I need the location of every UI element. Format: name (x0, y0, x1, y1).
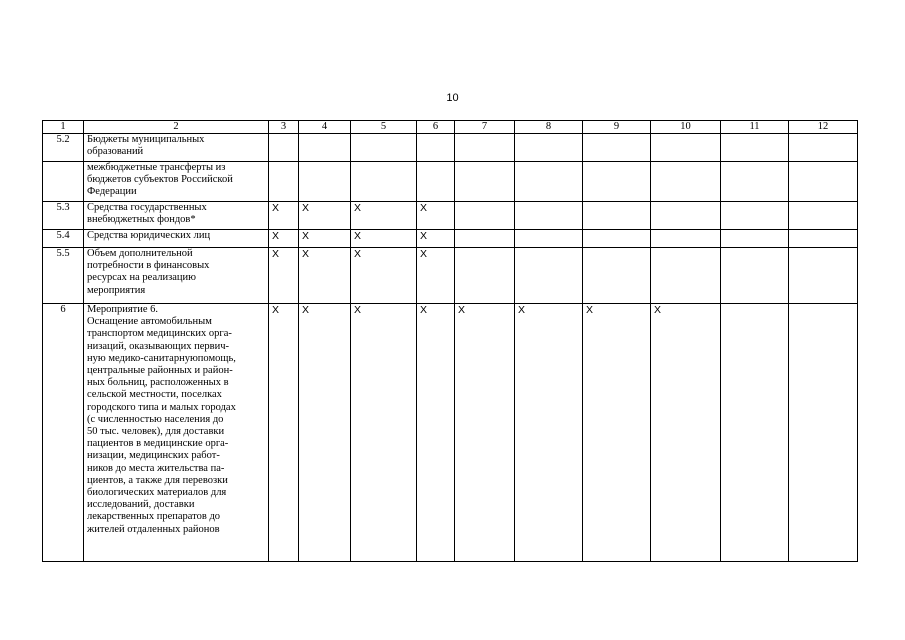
table-cell: X (299, 230, 351, 248)
table-cell (455, 134, 515, 162)
table-cell (721, 230, 789, 248)
table-cell: X (583, 304, 651, 562)
row-name: Средства юридических лиц (84, 230, 269, 248)
column-header: 7 (455, 121, 515, 134)
row-name: Объем дополнительной потребности в финансовых ресурсах на реализацию мероприятия (84, 248, 269, 304)
table-cell (455, 248, 515, 304)
table-row (43, 304, 858, 562)
table-cell (515, 162, 583, 202)
row-name: Средства государственных внебюджетных фондов* (84, 202, 269, 230)
row-number: 5.4 (43, 230, 84, 248)
table-row (43, 202, 858, 230)
table-cell (583, 230, 651, 248)
table-cell (721, 304, 789, 562)
table-cell (269, 134, 299, 162)
table-cell (351, 162, 417, 202)
table-cell (721, 134, 789, 162)
table-cell (789, 162, 858, 202)
row-number (43, 162, 84, 202)
table-cell (299, 134, 351, 162)
table-cell (651, 202, 721, 230)
budget-table (42, 120, 858, 562)
table-cell (515, 134, 583, 162)
table-cell: X (351, 230, 417, 248)
table-cell (789, 304, 858, 562)
column-header: 8 (515, 121, 583, 134)
column-header: 4 (299, 121, 351, 134)
table-cell (351, 134, 417, 162)
table-cell: X (455, 304, 515, 562)
table-cell (515, 202, 583, 230)
table-cell (299, 162, 351, 202)
table-cell: X (299, 202, 351, 230)
table-cell: X (269, 304, 299, 562)
table-cell (583, 134, 651, 162)
table-cell (789, 202, 858, 230)
table-cell: X (417, 248, 455, 304)
column-header: 11 (721, 121, 789, 134)
table-cell: X (651, 304, 721, 562)
table-cell: X (417, 202, 455, 230)
table-cell: X (417, 230, 455, 248)
table-row (43, 230, 858, 248)
table-cell: X (351, 304, 417, 562)
table-cell (417, 134, 455, 162)
header-row (43, 121, 858, 134)
column-header: 2 (84, 121, 269, 134)
column-header: 3 (269, 121, 299, 134)
table-cell (455, 202, 515, 230)
column-header: 1 (43, 121, 84, 134)
table-cell (651, 230, 721, 248)
table-cell (789, 248, 858, 304)
table-cell (515, 248, 583, 304)
row-number: 5.2 (43, 134, 84, 162)
table-cell (269, 162, 299, 202)
table-cell: X (351, 248, 417, 304)
table-cell (721, 162, 789, 202)
row-name: Бюджеты муниципальных образований (84, 134, 269, 162)
table-cell (789, 134, 858, 162)
table-row (43, 162, 858, 202)
table-row (43, 134, 858, 162)
table-cell (651, 162, 721, 202)
table-cell (721, 248, 789, 304)
table-cell (789, 230, 858, 248)
row-name: Мероприятие 6. Оснащение автомобильным транспортом медицинских орга- низаций, оказывающих первич- ную медико-санитарнуюпомощь, центральные районных и район- ных больниц, расположенных в сельской местности, поселках городского типа и малых городах (с численностью населения до 50 тыс. человек), для доставки пациентов в медицинские орга- низации, медицинских работ- ников до места жительства па- циентов, а также для перевозки биологических материалов для исследований, доставки лекарственных препаратов до жителей отдаленных районов (84, 304, 269, 562)
table-cell (455, 230, 515, 248)
table-cell: X (269, 230, 299, 248)
table-cell (583, 162, 651, 202)
column-header: 6 (417, 121, 455, 134)
table-cell: X (299, 304, 351, 562)
row-number: 5.3 (43, 202, 84, 230)
page-number: 10 (446, 92, 459, 104)
table-row (43, 248, 858, 304)
table-cell: X (299, 248, 351, 304)
table-cell (651, 248, 721, 304)
table-cell (721, 202, 789, 230)
row-name: межбюджетные трансферты из бюджетов субъектов Российской Федерации (84, 162, 269, 202)
table-cell: X (269, 248, 299, 304)
table-cell: X (351, 202, 417, 230)
table-cell (583, 202, 651, 230)
column-header: 12 (789, 121, 858, 134)
column-header: 5 (351, 121, 417, 134)
column-header: 9 (583, 121, 651, 134)
table-cell (417, 162, 455, 202)
table-cell (455, 162, 515, 202)
column-header: 10 (651, 121, 721, 134)
table-cell: X (515, 304, 583, 562)
row-number: 5.5 (43, 248, 84, 304)
table-cell (515, 230, 583, 248)
table-cell: X (269, 202, 299, 230)
table-cell: X (417, 304, 455, 562)
row-number: 6 (43, 304, 84, 562)
table-cell (583, 248, 651, 304)
table-cell (651, 134, 721, 162)
